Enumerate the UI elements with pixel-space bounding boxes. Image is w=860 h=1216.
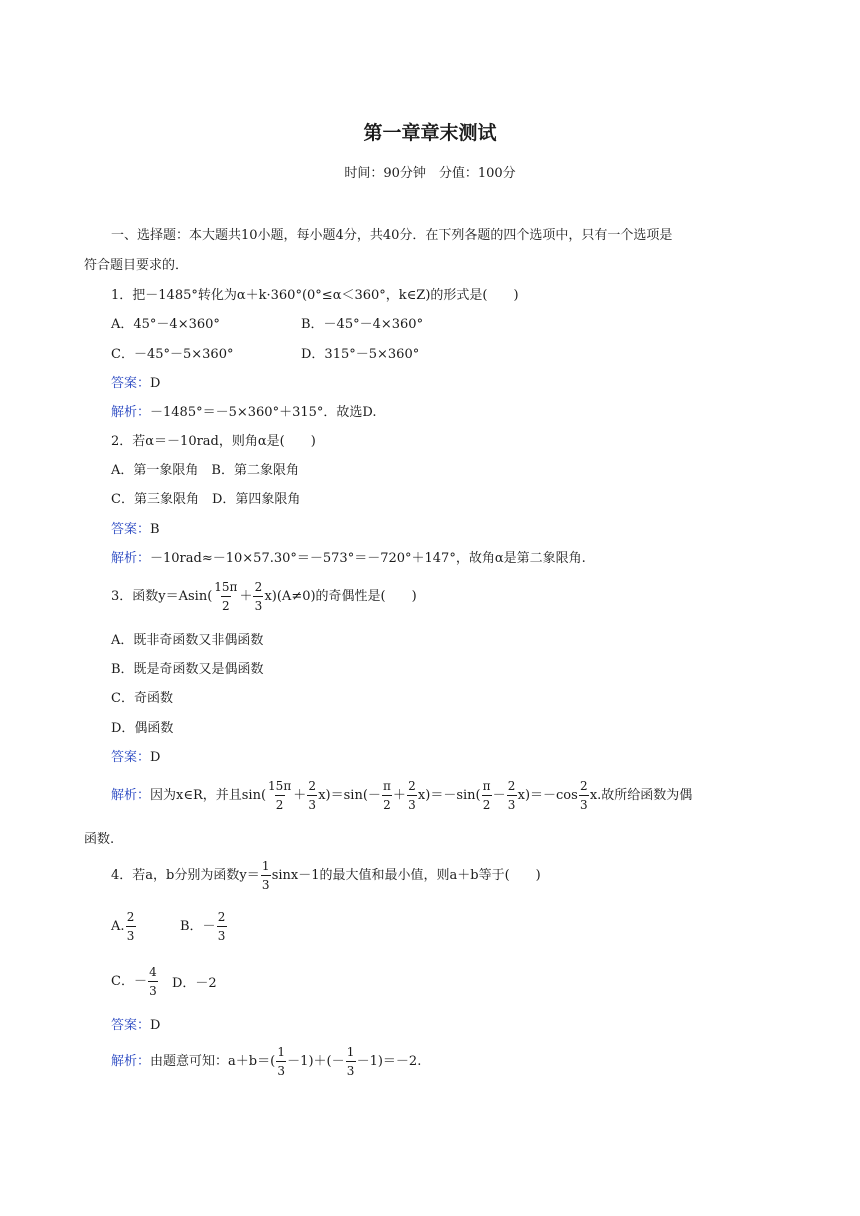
section-intro-line-1: 一、选择题：本大题共10小题，每小题4分，共40分．在下列各题的四个选项中，只有一个选项是 bbox=[111, 228, 673, 243]
q1-stem: 1．把－1485°转化为α＋k·360°(0°≤α＜360°，k∈Z)的形式是( ) bbox=[111, 288, 519, 303]
q3-answer-label: 答案： bbox=[111, 750, 151, 765]
q1-analysis bbox=[111, 406, 376, 419]
q2-answer-label: 答案： bbox=[111, 522, 151, 537]
q3-option-c: C．奇函数 bbox=[111, 691, 173, 706]
q2-analysis bbox=[111, 552, 586, 565]
q4-analysis-fraction-1: $\frac{1}{3}$ bbox=[277, 1045, 285, 1078]
q2-analysis-text: －10rad≈－10×57.30°＝－573°＝－720°＋147°，故角α是第二象限角. bbox=[150, 551, 586, 566]
q3-analysis-fraction-7: $\frac{2}{3}$ bbox=[579, 779, 588, 812]
q3-stem-post: x)(A≠0)的奇偶性是( ) bbox=[264, 589, 417, 604]
q3-answer bbox=[111, 751, 160, 764]
q4-option-d: D．－2 bbox=[172, 976, 217, 991]
q1-answer-label: 答案： bbox=[111, 376, 151, 391]
q4-option-b: B．－ $\frac{2}{3}$ bbox=[180, 910, 226, 943]
q3-analysis-fraction-3: $\frac{\pi}{2}$ bbox=[382, 779, 391, 812]
q3-analysis-fraction-5: $\frac{\pi}{2}$ bbox=[482, 779, 491, 812]
q3-analysis-fraction-1: $\frac{15\pi}{2}$ bbox=[268, 779, 292, 812]
q2-options-ab: A．第一象限角 B．第二象限角 bbox=[111, 463, 299, 478]
q1-option-d: D．315°－5×360° bbox=[301, 347, 420, 362]
q3-analysis-fraction-4: $\frac{2}{3}$ bbox=[408, 779, 416, 812]
q1-option-b: B．－45°－4×360° bbox=[301, 317, 424, 332]
q1-answer bbox=[111, 377, 160, 390]
q3-fraction-1: $\frac{15\pi}{2}$ bbox=[214, 580, 238, 613]
q3-option-b: B．既是奇函数又是偶函数 bbox=[111, 662, 264, 677]
q2-stem: 2．若α＝－10rad，则角α是( ) bbox=[111, 434, 316, 449]
q3-analysis-fraction-6: $\frac{2}{3}$ bbox=[507, 779, 516, 812]
q4-option-a-fraction: $\frac{2}{3}$ bbox=[126, 910, 135, 943]
q3-answer-value: D bbox=[150, 750, 161, 765]
q1-option-c: C．－45°－5×360° bbox=[111, 347, 234, 362]
q3-stem: 3．函数y＝Asin( $\frac{15\pi}{2}$ ＋ $\frac{2}{3}$ x)(A≠0)的奇偶性是( ) bbox=[111, 580, 417, 613]
q4-fraction: $\frac{1}{3}$ bbox=[261, 859, 270, 892]
q1-answer-value: D bbox=[150, 376, 161, 391]
q3-analysis: 解析：因为x∈R，并且sin( $\frac{15\pi}{2}$ ＋ $\frac{2}{3}$ x)＝sin(－ $\frac{\pi}{2}$ ＋ $\frac{2}{3}$ x)＝－sin( $\frac{\pi}{2}$ － $\frac{2}{3}$ x)＝－cos $\frac{2}{3}$ x.故所给函数为偶 bbox=[111, 779, 693, 812]
q4-answer-value: D bbox=[150, 1018, 161, 1033]
q3-analysis-fraction-2: $\frac{2}{3}$ bbox=[308, 779, 317, 812]
page-title: 第一章章末测试 bbox=[363, 122, 497, 144]
section-intro-line-2: 符合题目要求的． bbox=[84, 258, 189, 273]
q2-answer-value: B bbox=[150, 522, 160, 537]
q4-analysis-fraction-2: $\frac{1}{3}$ bbox=[346, 1045, 355, 1078]
q1-analysis-label: 解析： bbox=[111, 405, 151, 420]
q4-option-c: C．－ $\frac{4}{3}$ bbox=[111, 965, 157, 998]
q3-option-d: D．偶函数 bbox=[111, 721, 174, 736]
q3-fraction-2: $\frac{2}{3}$ bbox=[254, 580, 263, 613]
q3-stem-pre: 3．函数y＝Asin( bbox=[111, 589, 213, 604]
q4-answer bbox=[111, 1019, 160, 1032]
q1-option-a: A．45°－4×360° bbox=[111, 317, 220, 332]
page-subtitle: 时间：90分钟 分值：100分 bbox=[344, 166, 516, 181]
q3-analysis-label: 解析： bbox=[111, 788, 151, 803]
q4-stem: 4．若a，b分别为函数y＝ $\frac{1}{3}$ sinx－1的最大值和最小值，则a＋b等于( ) bbox=[111, 859, 541, 892]
q4-answer-label: 答案： bbox=[111, 1018, 151, 1033]
q4-option-a: A. $\frac{2}{3}$ bbox=[111, 910, 135, 943]
q4-option-c-fraction: $\frac{4}{3}$ bbox=[149, 965, 157, 998]
q3-analysis-line-2: 函数. bbox=[84, 832, 115, 847]
q4-analysis: 解析：由题意可知：a＋b＝( $\frac{1}{3}$ －1)＋(－ $\frac{1}{3}$ －1)＝－2. bbox=[111, 1045, 422, 1078]
q4-analysis-label: 解析： bbox=[111, 1054, 151, 1069]
q1-analysis-text: －1485°＝－5×360°＋315°．故选D. bbox=[150, 405, 377, 420]
q2-options-cd: C．第三象限角 D．第四象限角 bbox=[111, 492, 301, 507]
q4-option-b-fraction: $\frac{2}{3}$ bbox=[217, 910, 226, 943]
q2-analysis-label: 解析： bbox=[111, 551, 151, 566]
q2-answer bbox=[111, 523, 160, 536]
q3-option-a: A．既非奇函数又非偶函数 bbox=[111, 633, 264, 648]
